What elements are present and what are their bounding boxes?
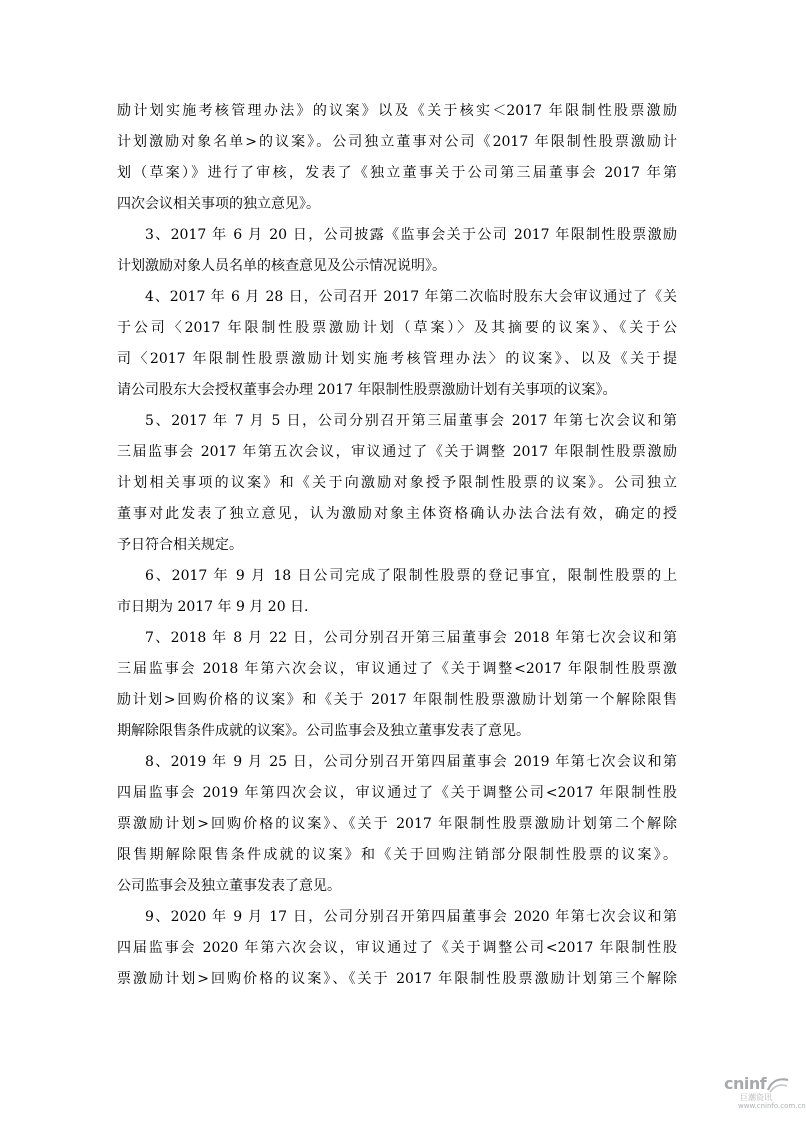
text-line: 三届监事会 2018 年第六次会议，审议通过了《关于调整<2017 年限制性股票激 bbox=[117, 661, 677, 677]
paragraph-item-6 bbox=[117, 561, 677, 623]
text-line: 5、2017 年 7 月 5 日，公司分别召开第三届董事会 2017 年第七次会议和第 bbox=[145, 413, 677, 429]
text-line: 票激励计划>回购价格的议案》、《关于 2017 年限制性股票激励计划第二个解除 bbox=[117, 816, 677, 832]
paragraph-item-8 bbox=[117, 747, 677, 902]
paragraph-item-9 bbox=[117, 902, 677, 995]
text-line: 限售期解除限售条件成就的议案》和《关于回购注销部分限制性股票的议案》。 bbox=[117, 847, 677, 863]
text-line: 予日符合相关规定。 bbox=[117, 537, 243, 553]
text-line: 期解除限售条件成就的议案》。公司监事会及独立董事发表了意见。 bbox=[117, 723, 530, 739]
text-line: 8、2019 年 9 月 25 日，公司分别召开第四届董事会 2019 年第七次会议和第 bbox=[145, 754, 677, 770]
cninfo-logo bbox=[724, 1074, 806, 1114]
text-line: 四届监事会 2019 年第四次会议，审议通过了《关于调整公司<2017 年限制性股 bbox=[117, 785, 677, 801]
text-line: 票激励计划>回购价格的议案》、《关于 2017 年限制性股票激励计划第三个解除 bbox=[117, 971, 677, 987]
paragraph-item-7 bbox=[117, 623, 677, 747]
text-line: 司〈2017 年限制性股票激励计划实施考核管理办法〉的议案》、以及《关于提 bbox=[117, 351, 677, 367]
paragraph-item-5 bbox=[117, 406, 677, 561]
text-line: 计划激励对象名单>的议案》。公司独立董事对公司《2017 年限制性股票激励计 bbox=[117, 134, 677, 150]
text-line: 6、2017 年 9 月 18 日公司完成了限制性股票的登记事宜，限制性股票的上 bbox=[145, 568, 677, 584]
paragraph-board-review-continuation bbox=[117, 96, 677, 220]
text-line: 于公司〈2017 年限制性股票激励计划（草案）〉及其摘要的议案》、《关于公 bbox=[117, 320, 677, 336]
logo-chinese-name: 巨潮资讯 bbox=[740, 1093, 772, 1102]
text-line: 4、2017 年 6 月 28 日，公司召开 2017 年第二次临时股东大会审议通过了《关 bbox=[145, 289, 677, 305]
text-line: 计划激励对象人员名单的核查意见及公示情况说明》。 bbox=[117, 258, 446, 274]
text-line: 四届监事会 2020 年第六次会议，审议通过了《关于调整公司<2017 年限制性股 bbox=[117, 940, 677, 956]
text-line: 计划相关事项的议案》和《关于向激励对象授予限制性股票的议案》。公司独立 bbox=[117, 475, 677, 491]
text-line: 7、2018 年 8 月 22 日，公司分别召开第三届董事会 2018 年第七次会议和第 bbox=[145, 630, 677, 646]
text-line: 董事对此发表了独立意见，认为激励对象主体资格确认办法合法有效，确定的授 bbox=[117, 506, 677, 522]
logo-url: www.cninfo.com.cn bbox=[738, 1102, 806, 1110]
paragraph-item-3 bbox=[117, 220, 677, 282]
text-line: 三届监事会 2017 年第五次会议，审议通过了《关于调整 2017 年限制性股票激励 bbox=[117, 444, 677, 460]
paragraph-item-4 bbox=[117, 282, 677, 406]
text-line: 四次会议相关事项的独立意见》。 bbox=[117, 196, 320, 212]
logo-wordmark: cninf bbox=[724, 1074, 767, 1093]
text-line: 励计划>回购价格的议案》和《关于 2017 年限制性股票激励计划第一个解除限售 bbox=[117, 692, 677, 708]
text-line: 9、2020 年 9 月 17 日，公司分别召开第四届董事会 2020 年第七次会议和第 bbox=[145, 909, 677, 925]
text-line: 公司监事会及独立董事发表了意见。 bbox=[117, 878, 341, 894]
text-line: 请公司股东大会授权董事会办理 2017 年限制性股票激励计划有关事项的议案》。 bbox=[117, 382, 617, 398]
text-line: 励计划实施考核管理办法》的议案》以及《关于核实＜2017 年限制性股票激励 bbox=[117, 103, 677, 119]
text-line: 市日期为 2017 年 9 月 20 日. bbox=[117, 599, 309, 615]
text-line: 3、2017 年 6 月 20 日，公司披露《监事会关于公司 2017 年限制性股票激励 bbox=[145, 227, 677, 243]
text-line: 划（草案）》进行了审核，发表了《独立董事关于公司第三届董事会 2017 年第 bbox=[117, 165, 677, 181]
document-body bbox=[117, 96, 677, 995]
